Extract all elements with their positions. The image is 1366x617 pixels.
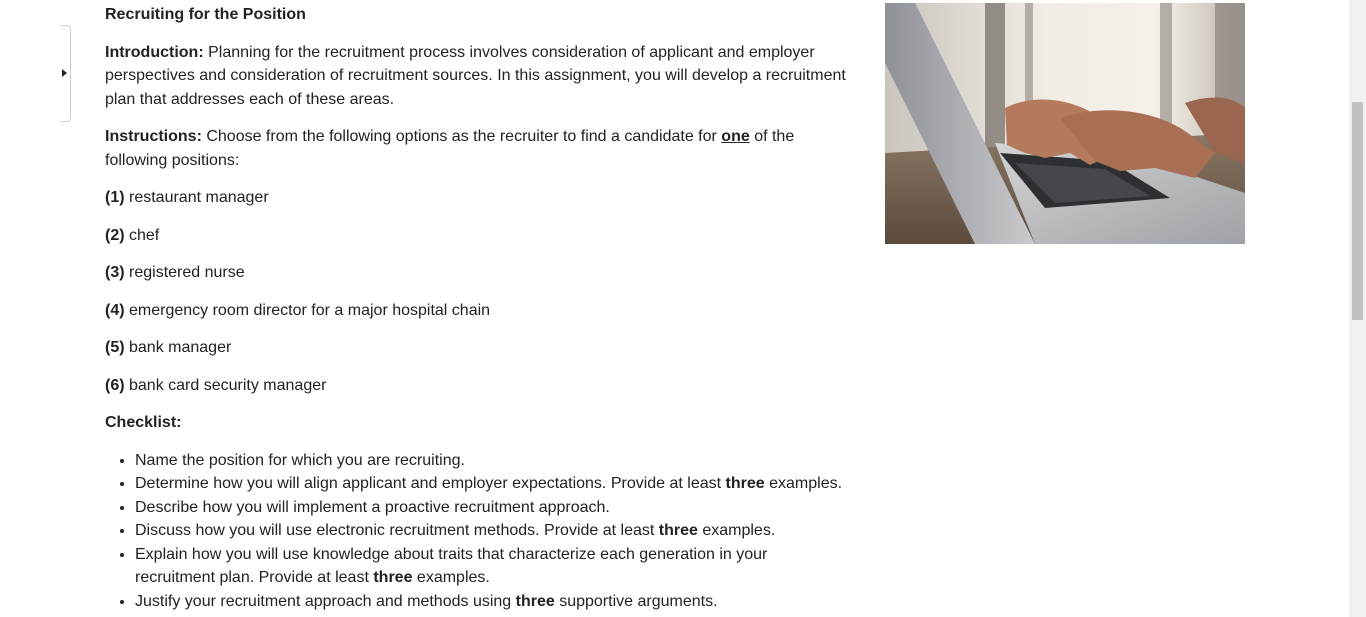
checklist-item xyxy=(135,519,850,543)
position-text: restaurant manager xyxy=(124,189,269,206)
position-text: chef xyxy=(124,226,160,244)
checklist-item-text-after: examples. xyxy=(412,569,490,586)
checklist xyxy=(105,449,850,614)
checklist-item xyxy=(135,590,850,614)
position-option xyxy=(105,336,850,360)
checklist-item xyxy=(135,543,850,590)
checklist-item xyxy=(135,496,850,520)
checklist-item-text: Name the position for which you are recruiting. xyxy=(135,451,465,469)
checklist-label: Checklist: xyxy=(105,414,182,431)
position-number: (3) xyxy=(105,264,125,281)
vertical-scrollbar[interactable] xyxy=(1349,0,1366,617)
checklist-item-text-after: examples. xyxy=(697,522,776,539)
checklist-item-emphasis: three xyxy=(725,475,765,492)
caret-right-icon xyxy=(62,69,67,77)
checklist-item-emphasis: three xyxy=(515,592,555,610)
position-number: (1) xyxy=(105,189,125,206)
checklist-item-text: Justify your recruitment approach and methods using xyxy=(135,592,516,610)
checklist-item xyxy=(135,472,850,496)
position-option xyxy=(105,261,850,285)
position-number: (5) xyxy=(105,339,125,356)
position-option xyxy=(105,374,850,398)
introduction-paragraph xyxy=(105,41,850,112)
checklist-item-text-after: examples. xyxy=(764,475,843,492)
position-text: bank manager xyxy=(124,339,232,356)
laptop-photo xyxy=(885,3,1245,244)
instructions-label: Instructions: xyxy=(105,128,202,145)
introduction-label: Introduction: xyxy=(105,43,204,61)
position-option xyxy=(105,186,850,210)
instructions-text-before: Choose from the following options as the recruiter to find a candidate for xyxy=(201,128,722,145)
checklist-item-text: Describe how you will implement a proactive recruitment approach. xyxy=(135,498,610,516)
position-text: bank card security manager xyxy=(124,376,327,394)
position-text: emergency room director for a major hospital chain xyxy=(124,301,491,319)
checklist-item-text: Discuss how you will use electronic recruitment methods. Provide at least xyxy=(135,522,659,539)
introduction-text: Planning for the recruitment process involves consideration of applicant and employer perspectives and consideration of recruitment sources. In this assignment, you will develop a recruitment plan that addresses each of these areas. xyxy=(105,43,846,108)
checklist-item-text: Explain how you will use knowledge about traits that characterize each generation in your recruitment plan. Provide at least xyxy=(135,545,768,586)
instructions-emphasis: one xyxy=(721,128,750,145)
scrollbar-thumb[interactable] xyxy=(1352,102,1363,320)
assignment-content xyxy=(105,0,850,613)
position-option xyxy=(105,299,850,323)
position-number: (6) xyxy=(105,376,125,394)
position-text: registered nurse xyxy=(124,264,245,281)
position-number: (2) xyxy=(105,226,125,244)
position-option xyxy=(105,224,850,248)
checklist-item-text: Determine how you will align applicant and employer expectations. Provide at least xyxy=(135,475,726,492)
position-number: (4) xyxy=(105,301,125,319)
checklist-heading xyxy=(105,411,850,435)
checklist-item xyxy=(135,449,850,473)
checklist-item-emphasis: three xyxy=(658,522,698,539)
page-title: Recruiting for the Position xyxy=(105,6,306,23)
instructions-paragraph xyxy=(105,125,850,172)
sidebar-toggle-button[interactable] xyxy=(60,25,71,122)
instructions-text-after: of the following positions: xyxy=(105,128,795,169)
checklist-item-text-after: supportive arguments. xyxy=(554,592,718,610)
checklist-item-emphasis: three xyxy=(373,569,413,586)
